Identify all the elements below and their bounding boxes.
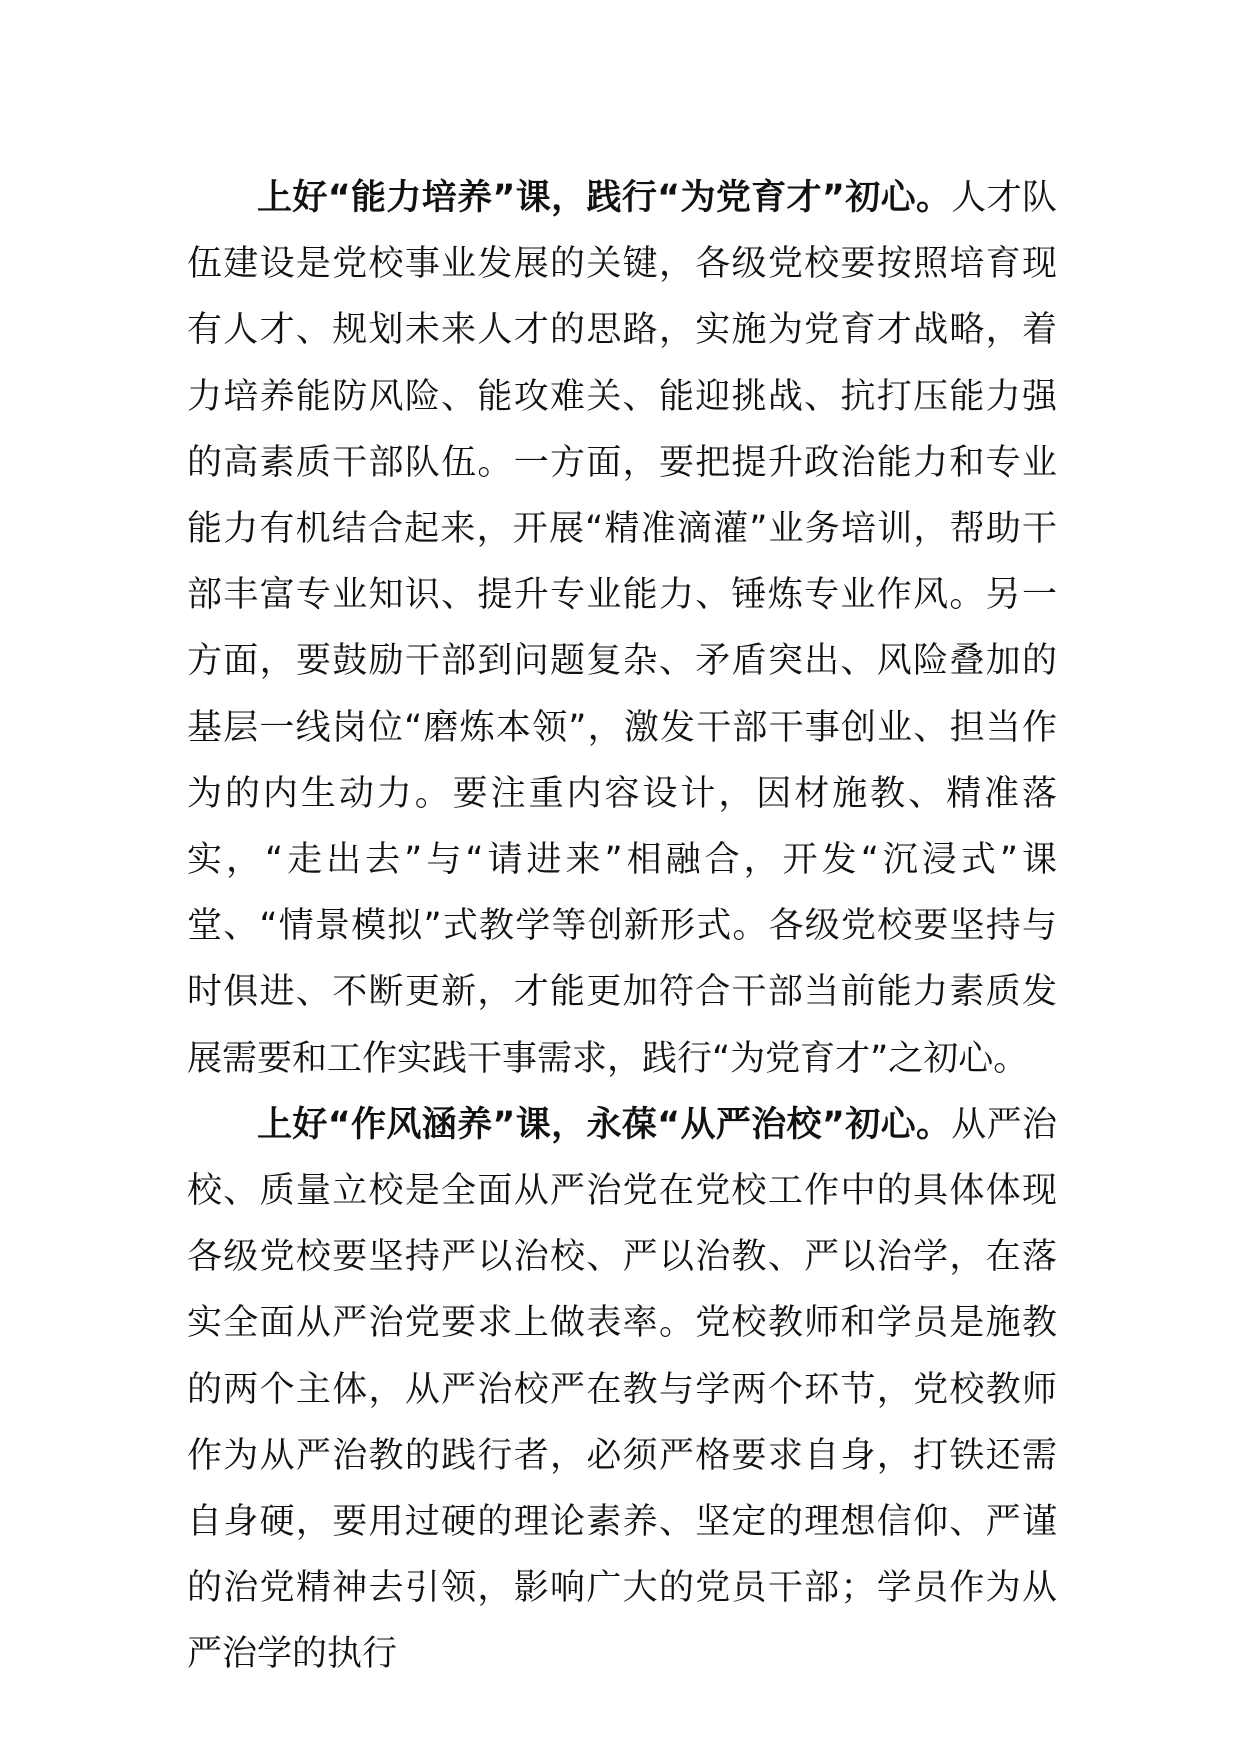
- paragraph-heading: 上好“作风涵养”课，永葆“从严治校”初心。: [257, 1104, 952, 1145]
- paragraph-text: 从严治校、质量立校是全面从严治党在党校工作中的具体体现各级党校要坚持严以治校、严以治教、严以治学，在落实全面从严治党要求上做表率。党校教师和学员是施教的两个主体，从严治校严在教与学两个环节，党校教师作为从严治教的践行者，必须严格要求自身，打铁还需自身硬，要用过硬的理论素养、坚定的理想信仰、严谨的治党精神去引领，影响广大的党员干部；学员作为从严治学的执行: [187, 1104, 1057, 1675]
- paragraph-heading: 上好“能力培养”课，践行“为党育才”初心。: [257, 178, 952, 218]
- paragraph-ability-training: [187, 165, 1057, 1092]
- paragraph-text: 人才队伍建设是党校事业发展的关键，各级党校要按照培育现有人才、规划未来人才的思路，实施为党育才战略，着力培养能防风险、能攻难关、能迎挑战、抗打压能力强的高素质干部队伍。一方面，要把提升政治能力和专业能力有机结合起来，开展“精准滴灌”业务培训，帮助干部丰富专业知识、提升专业能力、锤炼专业作风。另一方面，要鼓励干部到问题复杂、矛盾突出、风险叠加的基层一线岗位“磨炼本领”，激发干部干事创业、担当作为的内生动力。要注重内容设计，因材施教、精准落实，“走出去”与“请进来”相融合，开发“沉浸式”课堂、“情景模拟”式教学等创新形式。各级党校要坚持与时俱进、不断更新，才能更加符合干部当前能力素质发展需要和工作实践干事需求，践行“为党育才”之初心。: [187, 178, 1057, 1079]
- document-body: [187, 165, 1057, 1688]
- paragraph-style-cultivation: [187, 1092, 1057, 1688]
